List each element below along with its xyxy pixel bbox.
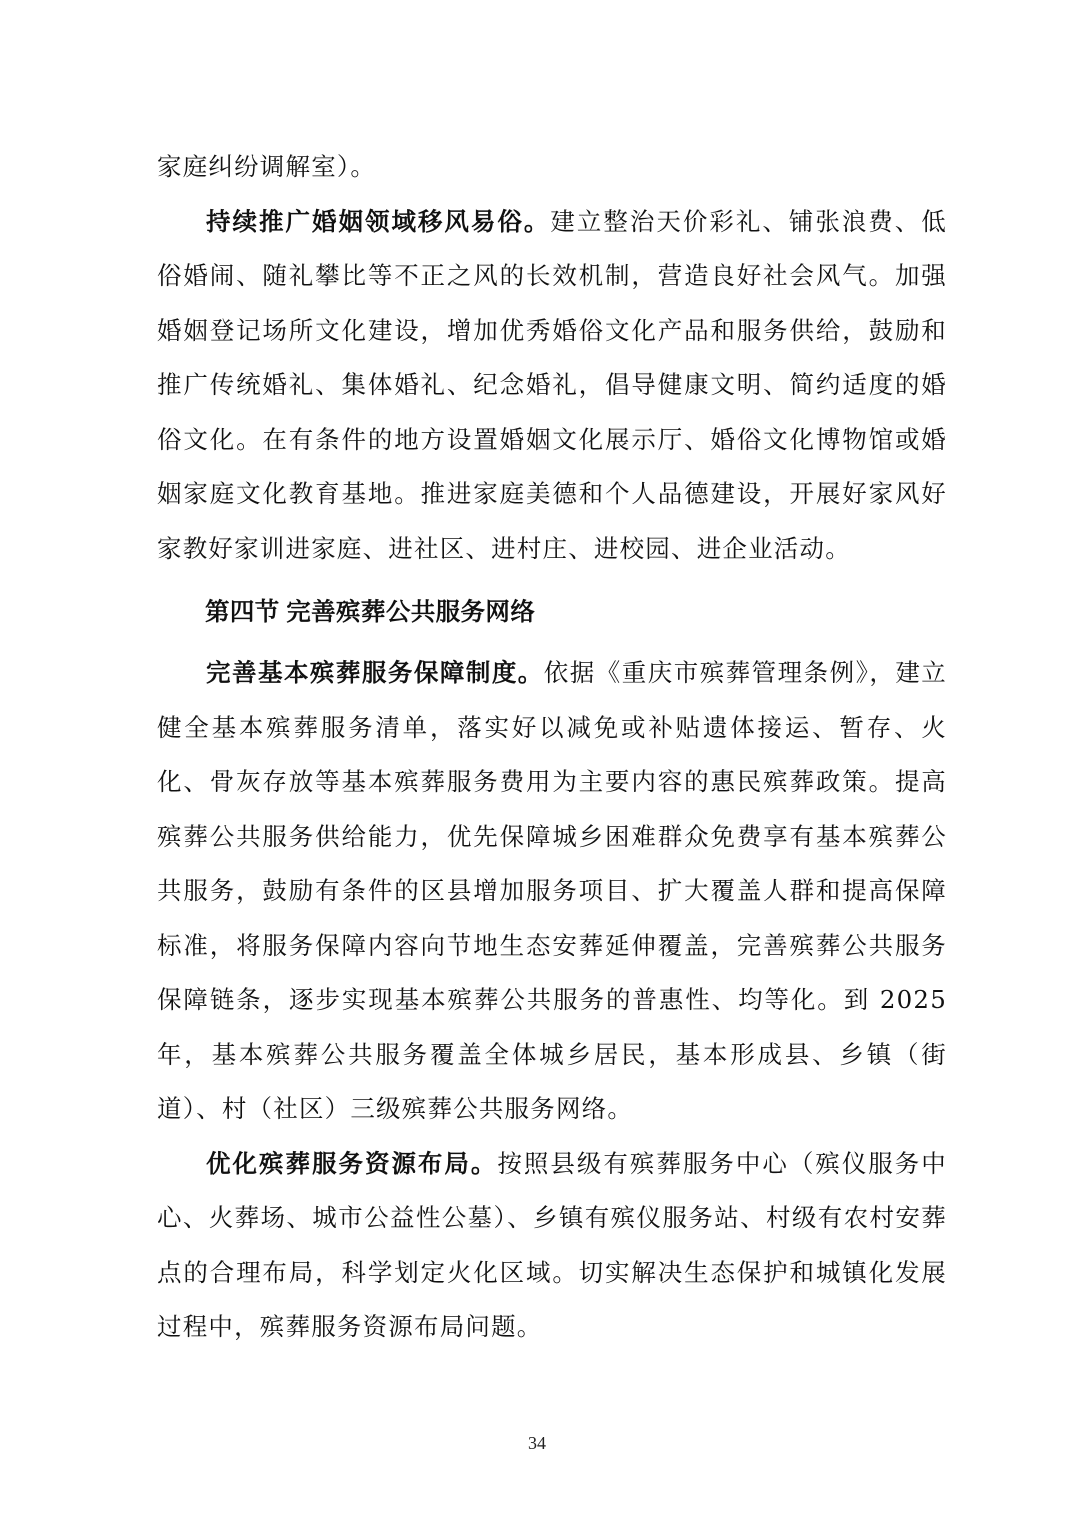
- document-page: [157, 140, 947, 1355]
- paragraph-text: 按照县级有殡葬服务中心（殡仪服务中心、火葬场、城市公益性公墓）、乡镇有殡仪服务站、村级有农村安葬点的合理布局，科学划定火化区域。切实解决生态保护和城镇化发展过程中，殡葬服务资源布局问题。: [157, 1148, 947, 1341]
- paragraph-lead: 完善基本殡葬服务保障制度。: [206, 658, 544, 687]
- paragraph-lead: 优化殡葬服务资源布局。: [206, 1148, 498, 1178]
- paragraph-funeral-resource-layout: [157, 1137, 947, 1355]
- paragraph-text: 建立整治天价彩礼、铺张浪费、低俗婚闹、随礼攀比等不正之风的长效机制，营造良好社会风气。加强婚姻登记场所文化建设，增加优秀婚俗文化产品和服务供给，鼓励和推广传统婚礼、集体婚礼、纪念婚礼，倡导健康文明、简约适度的婚俗文化。在有条件的地方设置婚姻文化展示厅、婚俗文化博物馆或婚姻家庭文化教育基地。推进家庭美德和个人品德建设，开展好家风好家教好家训进家庭、进社区、进村庄、进校园、进企业活动。: [157, 206, 947, 563]
- paragraph-marriage-customs: [157, 195, 947, 577]
- section-heading: 第四节 完善殡葬公共服务网络: [205, 599, 536, 626]
- paragraph-lead: 持续推广婚姻领域移风易俗。: [206, 206, 551, 236]
- paragraph-continuation: [157, 140, 947, 195]
- paragraph-text: 家庭纠纷调解室）。: [157, 152, 377, 181]
- paragraph-basic-funeral-services: [157, 646, 947, 1137]
- page-number: 34: [528, 1433, 546, 1453]
- paragraph-text: 依据《重庆市殡葬管理条例》，建立健全基本殡葬服务清单，落实好以减免或补贴遗体接运、暂存、火化、骨灰存放等基本殡葬服务费用为主要内容的惠民殡葬政策。提高殡葬公共服务供给能力，优先保障城乡困难群众免费享有基本殡葬公共服务，鼓励有条件的区县增加服务项目、扩大覆盖人群和提高保障标准，将服务保障内容向节地生态安葬延伸覆盖，完善殡葬公共服务保障链条，逐步实现基本殡葬公共服务的普惠性、均等化。到 2025 年，基本殡葬公共服务覆盖全体城乡居民，基本形成县、乡镇（街道）、村（社区）三级殡葬公共服务网络。: [157, 658, 947, 1123]
